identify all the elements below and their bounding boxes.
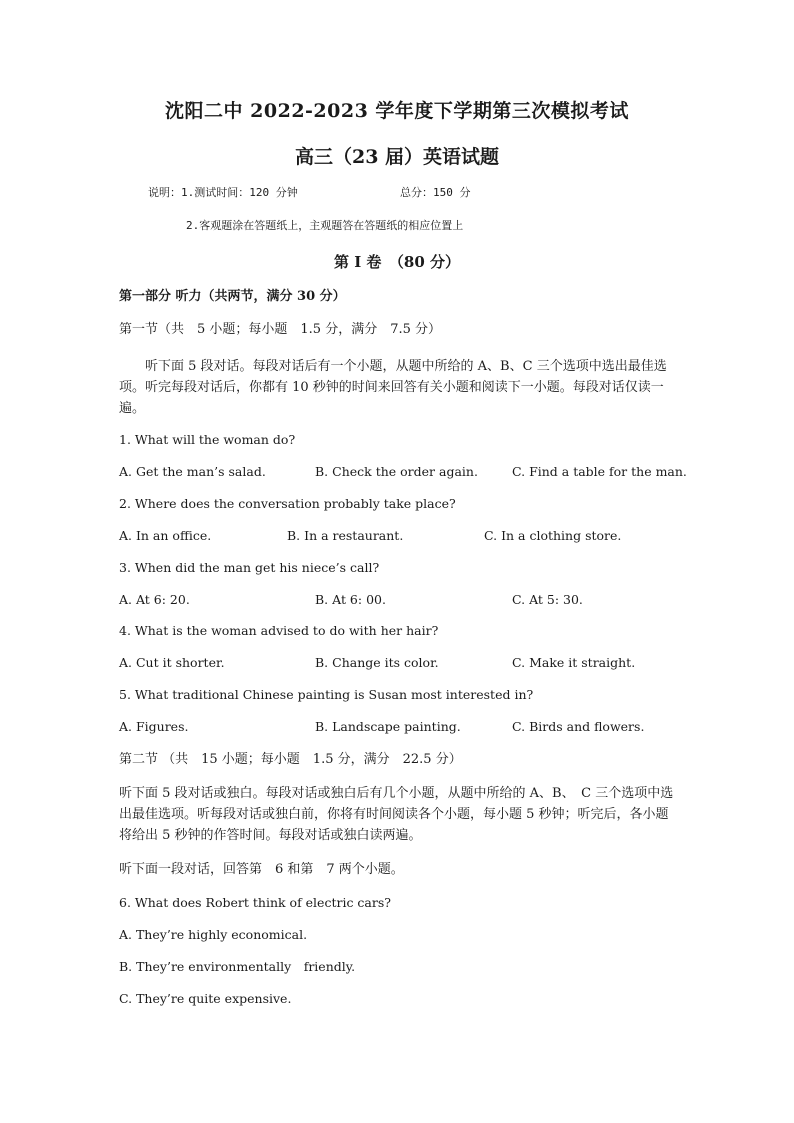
- question-5: 5. What traditional Chinese painting is Susan most interested in?: [119, 687, 534, 702]
- exam-title: 沈阳二中 2022-2023 学年度下学期第三次模拟考试: [165, 100, 629, 122]
- note-test-time: 说明：1.测试时间：120 分钟: [148, 186, 298, 199]
- dialogue-intro: 听下面一段对话，回答第 6 和第 7 两个小题。: [119, 862, 404, 877]
- exam-subtitle: 高三（23 届）英语试题: [294, 146, 500, 168]
- section1-title: 第一节（共 5 小题；每小题 1.5 分，满分 7.5 分）: [119, 322, 442, 337]
- q5-option-b: B. Landscape painting.: [315, 719, 461, 734]
- q2-option-c: C. In a clothing store.: [484, 528, 622, 543]
- q2-option-b: B. In a restaurant.: [287, 528, 404, 543]
- section1-instructions: 听下面 5 段对话。每段对话后有一个小题，从题中所给的 A、B、C 三个选项中选出最佳选项。听完每段对话后，你都有 10 秒钟的时间来回答有关小题和阅读下一小题。每段对话仅读一遍。: [119, 359, 667, 416]
- q6-option-b: B. They’re environmentally friendly.: [119, 959, 356, 974]
- section2-title: 第二节 （共 15 小题；每小题 1.5 分，满分 22.5 分）: [119, 752, 462, 767]
- question-3: 3. When did the man get his niece’s call?: [119, 560, 380, 575]
- q5-option-c: C. Birds and flowers.: [512, 719, 645, 734]
- q4-option-a: A. Cut it shorter.: [119, 655, 225, 670]
- q3-option-b: B. At 6: 00.: [315, 592, 386, 607]
- q2-option-a: A. In an office.: [119, 528, 212, 543]
- q5-option-a: A. Figures.: [119, 719, 189, 734]
- q4-option-c: C. Make it straight.: [512, 655, 636, 670]
- q1-option-a: A. Get the man’s salad.: [119, 464, 266, 479]
- q3-option-a: A. At 6: 20.: [119, 592, 190, 607]
- question-2: 2. Where does the conversation probably take place?: [119, 496, 456, 511]
- note-total-score: 总分：150 分: [400, 186, 471, 199]
- q1-option-c: C. Find a table for the man.: [512, 464, 687, 479]
- volume-heading: 第 I 卷 （80 分）: [333, 253, 461, 271]
- q1-option-b: B. Check the order again.: [315, 464, 478, 479]
- part1-title: 第一部分 听力（共两节，满分 30 分）: [119, 289, 346, 304]
- q4-option-b: B. Change its color.: [315, 655, 439, 670]
- q6-option-c: C. They’re quite expensive.: [119, 991, 292, 1006]
- question-1: 1. What will the woman do?: [119, 432, 296, 447]
- q3-option-c: C. At 5: 30.: [512, 592, 583, 607]
- q6-option-a: A. They’re highly economical.: [119, 927, 308, 942]
- section2-instructions: 听下面 5 段对话或独白。每段对话或独白后有几个小题，从题中所给的 A、B、 C 三个选项中选出最佳选项。听每段对话或独白前，你将有时间阅读各个小题，每小题 5 秒钟；听完后，各小题将给出 5 秒钟的作答时间。每段对话或独白读两遍。: [119, 786, 674, 843]
- question-4: 4. What is the woman advised to do with her hair?: [119, 623, 439, 638]
- question-6: 6. What does Robert think of electric cars?: [119, 895, 391, 910]
- note-answer-sheet: 2.客观题涂在答题纸上，主观题答在答题纸的相应位置上: [186, 219, 464, 232]
